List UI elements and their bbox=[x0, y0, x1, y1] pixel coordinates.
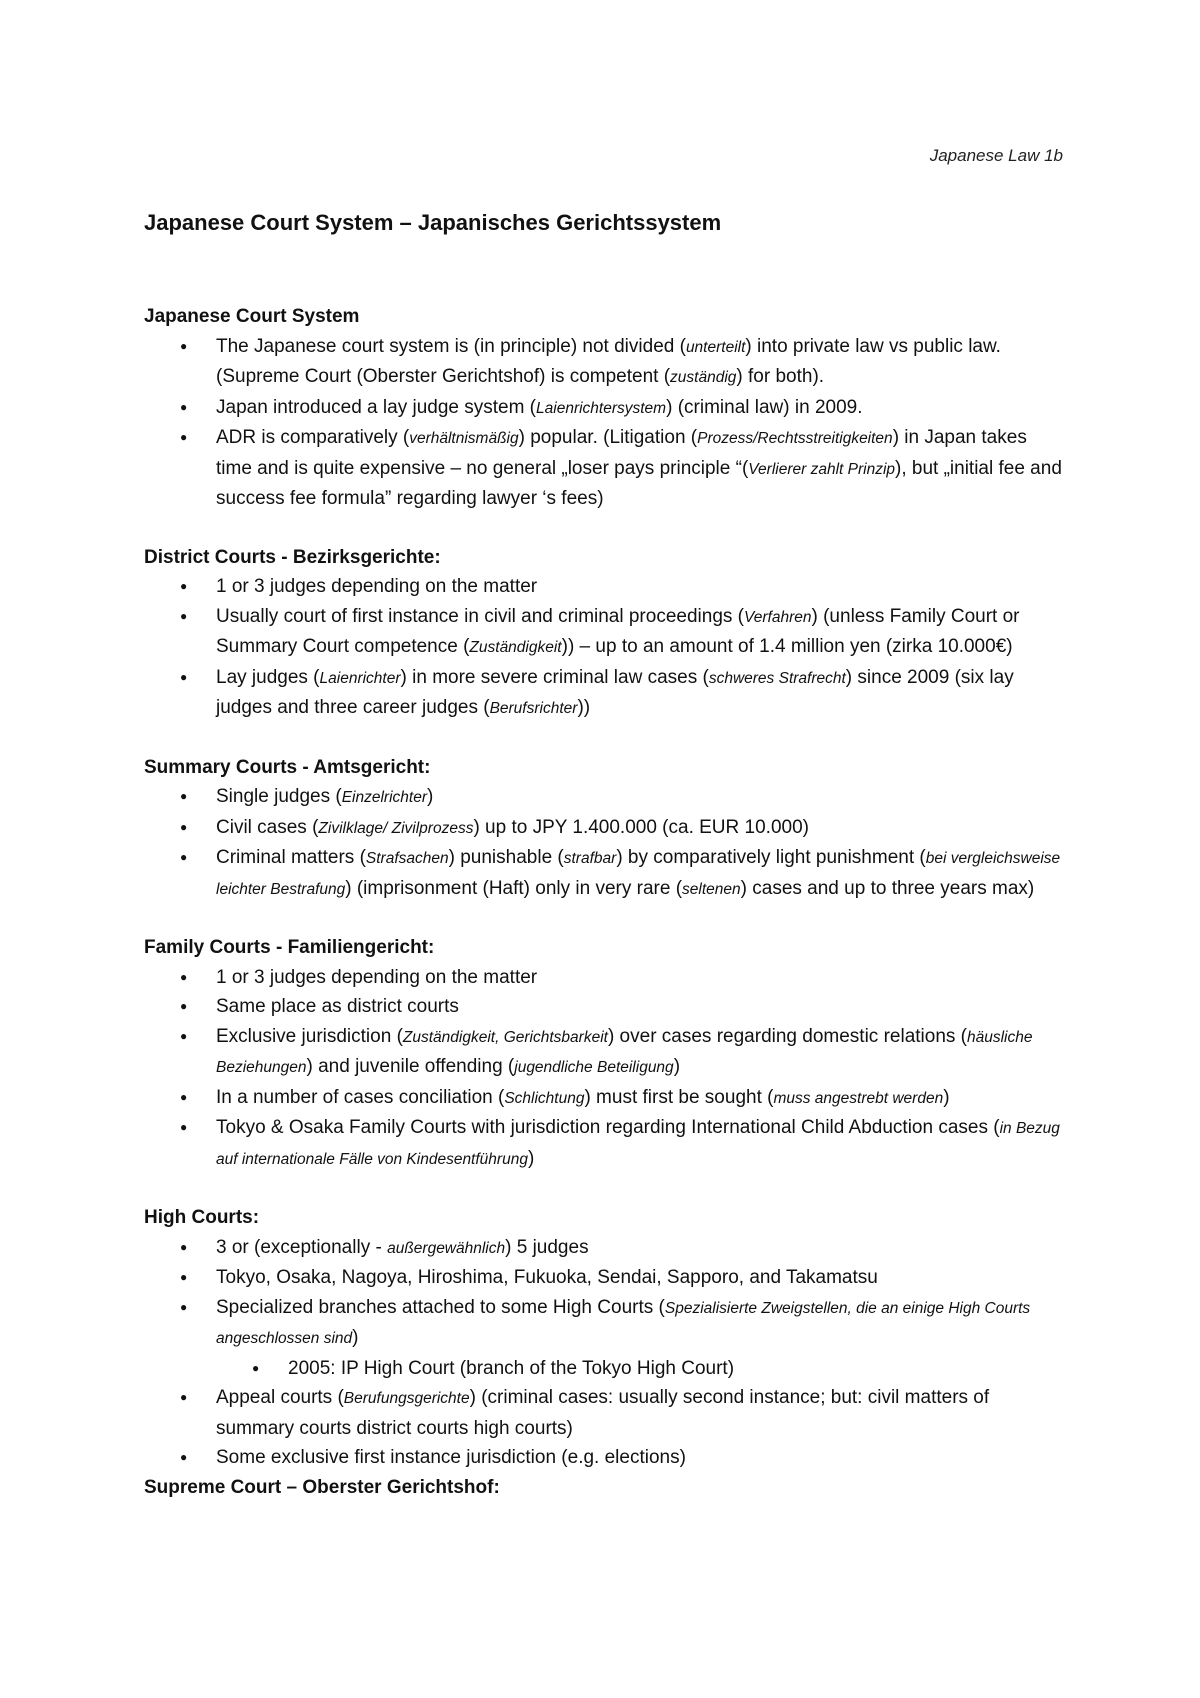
list-item: ● Usually court of first instance in civil and criminal proceedings (Verfahren) (unless Family Court or Summary Court competence (Zuständigkeit)) – up to an amount of 1.4 million yen (zirka 10.000€) bbox=[216, 602, 1064, 663]
section-heading: Supreme Court – Oberster Gerichtshof: bbox=[144, 1476, 500, 1498]
list-item: ● The Japanese court system is (in principle) not divided (unterteilt) into private law vs public law. (Supreme Court (Oberster Gerichtshof) is competent (zuständig) for both). bbox=[216, 332, 1064, 393]
list-item: ● Exclusive jurisdiction (Zuständigkeit, Gerichtsbarkeit) over cases regarding domestic relations (häusliche Beziehungen) and juvenile offending (jugendliche Beteiligung) bbox=[216, 1022, 1064, 1083]
section-heading: District Courts - Bezirksgerichte: bbox=[144, 546, 441, 568]
bullet-list bbox=[144, 1233, 1064, 1473]
section-heading: Japanese Court System bbox=[144, 306, 360, 327]
list-item: ● Some exclusive first instance jurisdiction (e.g. elections) bbox=[216, 1443, 1064, 1473]
section-district-courts bbox=[144, 543, 1064, 724]
list-item: ● Appeal courts (Berufungsgerichte) (criminal cases: usually second instance; but: civil matters of summary courts district courts high courts) bbox=[216, 1383, 1064, 1443]
course-header: Japanese Law 1b bbox=[929, 146, 1063, 165]
section-heading: Family Courts - Familiengericht: bbox=[144, 937, 435, 958]
section-supreme-court bbox=[144, 1473, 1064, 1503]
bullet-list bbox=[144, 782, 1064, 904]
bullet-list bbox=[144, 572, 1064, 724]
section-summary-courts bbox=[144, 753, 1064, 905]
page-title: Japanese Court System – Japanisches Gerichtssystem bbox=[144, 210, 722, 235]
list-item: ● 1 or 3 judges depending on the matter bbox=[216, 572, 1064, 602]
bullet-list bbox=[144, 332, 1064, 514]
list-item: ● Criminal matters (Strafsachen) punishable (strafbar) by comparatively light punishment (bei vergleichsweise leichter Bestrafung) (imprisonment (Haft) only in very rare (seltenen) cases and up to three years max) bbox=[216, 843, 1064, 904]
document-body bbox=[144, 302, 1064, 1502]
section-heading: Summary Courts - Amtsgericht: bbox=[144, 756, 431, 778]
list-item: ● Civil cases (Zivilklage/ Zivilprozess) up to JPY 1.400.000 (ca. EUR 10.000) bbox=[216, 813, 1064, 844]
list-item: ● ADR is comparatively (verhältnismäßig) popular. (Litigation (Prozess/Rechtsstreitigkeiten) in Japan takes time and is quite expensive – no general „loser pays principle “(Verlierer zahlt Prinzip), but „initial fee and success fee formula” regarding lawyer ‘s fees) bbox=[216, 423, 1064, 514]
section-high-courts bbox=[144, 1203, 1064, 1473]
section-heading: High Courts: bbox=[144, 1207, 260, 1228]
list-item: ● 1 or 3 judges depending on the matter bbox=[216, 963, 1064, 993]
section-overview bbox=[144, 302, 1064, 514]
list-item: ● Tokyo & Osaka Family Courts with jurisdiction regarding International Child Abduction cases (in Bezug auf internationale Fälle von Kindesentführung) bbox=[216, 1113, 1064, 1174]
list-item: ● Single judges (Einzelrichter) bbox=[216, 782, 1064, 813]
list-item: ● 3 or (exceptionally - außergewähnlich) 5 judges bbox=[216, 1233, 1064, 1264]
sub-bullet-list bbox=[216, 1354, 1064, 1384]
list-item: ● Japan introduced a lay judge system (Laienrichtersystem) (criminal law) in 2009. bbox=[216, 393, 1064, 424]
list-item: ● Specialized branches attached to some High Courts (Spezialisierte Zweigstellen, die an einige High Courts angeschlossen sind) ● 2005: IP High Court (branch of the Tokyo High Court) bbox=[216, 1293, 1064, 1384]
section-family-courts bbox=[144, 933, 1064, 1174]
list-item: ● In a number of cases conciliation (Schlichtung) must first be sought (muss angestrebt werden) bbox=[216, 1083, 1064, 1114]
list-item: ● Tokyo, Osaka, Nagoya, Hiroshima, Fukuoka, Sendai, Sapporo, and Takamatsu bbox=[216, 1263, 1064, 1293]
list-item: ● Same place as district courts bbox=[216, 992, 1064, 1022]
bullet-list bbox=[144, 963, 1064, 1175]
list-item: ● 2005: IP High Court (branch of the Tokyo High Court) bbox=[288, 1354, 1064, 1384]
list-item: ● Lay judges (Laienrichter) in more severe criminal law cases (schweres Strafrecht) since 2009 (six lay judges and three career judges (Berufsrichter)) bbox=[216, 663, 1064, 724]
